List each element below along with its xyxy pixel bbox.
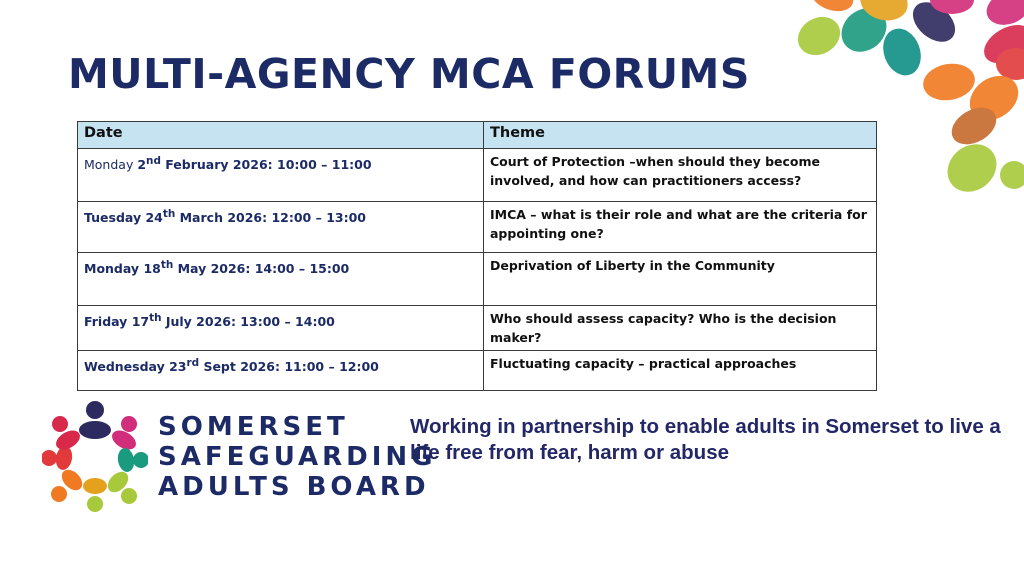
- org-line-2: SAFEGUARDING: [158, 442, 437, 472]
- day: 17: [131, 314, 150, 330]
- day: 24: [145, 210, 163, 226]
- tagline: Working in partnership to enable adults in Somerset to live a life free from fear, harm or abuse: [410, 415, 1001, 464]
- day: 2: [137, 157, 147, 173]
- weekday: Monday: [84, 261, 144, 277]
- theme-column-header: Theme: [484, 122, 877, 149]
- table-header-row: [78, 122, 877, 149]
- weekday: Monday: [84, 157, 138, 173]
- table-row: [78, 202, 877, 253]
- day-suffix: rd: [186, 357, 200, 369]
- table-row: [78, 351, 877, 391]
- org-line-1: SOMERSET: [158, 412, 349, 442]
- page-title: MULTI-AGENCY MCA FORUMS: [68, 50, 750, 98]
- theme-cell: Who should assess capacity? Who is the decision maker?: [484, 306, 877, 351]
- date-time: February 2026: 10:00 – 11:00: [160, 157, 372, 173]
- day: 23: [169, 359, 187, 375]
- safeguarding-board-logo-icon: [42, 400, 148, 512]
- day-suffix: nd: [146, 155, 161, 167]
- date-cell: [78, 351, 484, 391]
- date-time: Sept 2026: 11:00 – 12:00: [199, 359, 379, 375]
- theme-cell: Deprivation of Liberty in the Community: [484, 253, 877, 306]
- table-row: [78, 306, 877, 351]
- date-cell: [78, 149, 484, 202]
- table-row: [78, 149, 877, 202]
- date-time: March 2026: 12:00 – 13:00: [175, 210, 366, 226]
- theme-cell: Fluctuating capacity – practical approaches: [484, 351, 877, 391]
- day: 18: [143, 261, 161, 277]
- theme-cell: IMCA – what is their role and what are the criteria for appointing one?: [484, 202, 877, 253]
- table-row: [78, 253, 877, 306]
- weekday: Friday: [84, 314, 132, 330]
- date-cell: [78, 253, 484, 306]
- weekday: Tuesday: [84, 210, 146, 226]
- forums-table: [77, 121, 877, 391]
- date-time: July 2026: 13:00 – 14:00: [161, 314, 335, 330]
- date-column-header: Date: [78, 122, 484, 149]
- day-suffix: th: [160, 259, 174, 271]
- organisation-name: [158, 412, 437, 502]
- date-time: May 2026: 14:00 – 15:00: [173, 261, 350, 277]
- day-suffix: th: [162, 208, 176, 220]
- date-cell: [78, 202, 484, 253]
- org-line-3: ADULTS BOARD: [158, 472, 430, 502]
- date-cell: [78, 306, 484, 351]
- day-suffix: th: [149, 312, 162, 324]
- weekday: Wednesday: [84, 359, 170, 375]
- theme-cell: Court of Protection –when should they become involved, and how can practitioners access?: [484, 149, 877, 202]
